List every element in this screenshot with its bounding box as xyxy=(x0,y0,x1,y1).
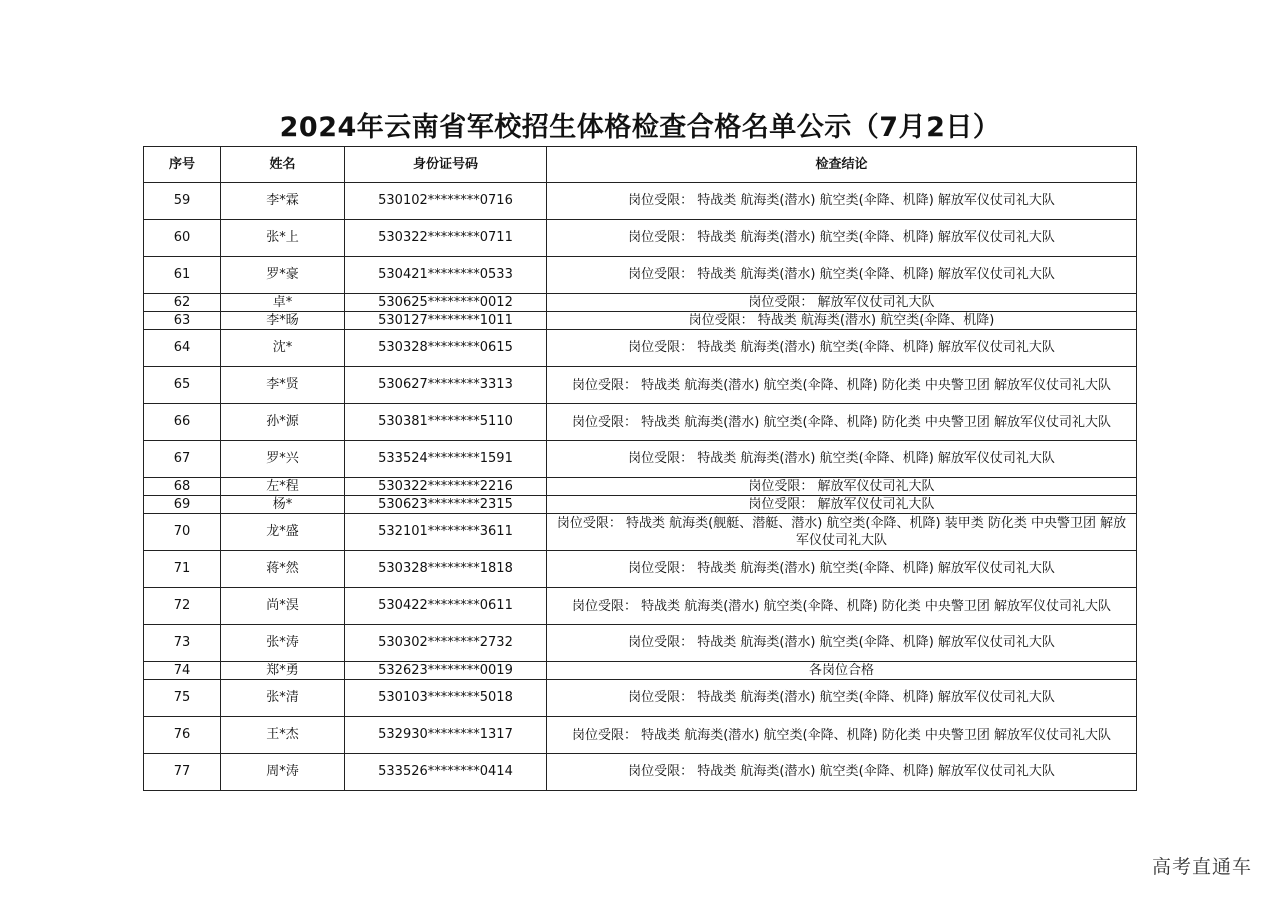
row-result: 岗位受限： 特战类 航海类(舰艇、潜艇、潜水) 航空类(伞降、机降) 装甲类 防化类 中央警卫团 解放军仪仗司礼大队 xyxy=(547,514,1137,551)
row-seq: 76 xyxy=(144,717,221,754)
results-table xyxy=(143,146,1137,791)
table-row xyxy=(144,478,1137,496)
watermark-text: 高考直通车 xyxy=(1151,856,1252,878)
table-row xyxy=(144,294,1137,312)
row-result: 岗位受限： 特战类 航海类(潜水) 航空类(伞降、机降) xyxy=(547,312,1137,330)
row-name: 尚*淏 xyxy=(221,588,345,625)
row-name: 龙*盛 xyxy=(221,514,345,551)
table-row xyxy=(144,551,1137,588)
table-row xyxy=(144,514,1137,551)
row-name: 张*清 xyxy=(221,680,345,717)
row-id-number: 532623********0019 xyxy=(345,662,547,680)
row-result: 岗位受限： 特战类 航海类(潜水) 航空类(伞降、机降) 防化类 中央警卫团 解放军仪仗司礼大队 xyxy=(547,717,1137,754)
header-id-number: 身份证号码 xyxy=(345,147,547,183)
row-name: 杨* xyxy=(221,496,345,514)
row-result: 岗位受限： 特战类 航海类(潜水) 航空类(伞降、机降) 防化类 中央警卫团 解放军仪仗司礼大队 xyxy=(547,367,1137,404)
table-row xyxy=(144,330,1137,367)
row-name: 李*旸 xyxy=(221,312,345,330)
row-name: 蒋*然 xyxy=(221,551,345,588)
row-name: 罗*豪 xyxy=(221,257,345,294)
table-header-row xyxy=(144,147,1137,183)
row-id-number: 530322********0711 xyxy=(345,220,547,257)
row-id-number: 530421********0533 xyxy=(345,257,547,294)
table-row xyxy=(144,441,1137,478)
row-result: 岗位受限： 特战类 航海类(潜水) 航空类(伞降、机降) 解放军仪仗司礼大队 xyxy=(547,441,1137,478)
row-seq: 63 xyxy=(144,312,221,330)
row-seq: 62 xyxy=(144,294,221,312)
table-row xyxy=(144,717,1137,754)
table-row xyxy=(144,220,1137,257)
row-result: 岗位受限： 特战类 航海类(潜水) 航空类(伞降、机降) 解放军仪仗司礼大队 xyxy=(547,257,1137,294)
row-result: 岗位受限： 特战类 航海类(潜水) 航空类(伞降、机降) 解放军仪仗司礼大队 xyxy=(547,183,1137,220)
table-row xyxy=(144,754,1137,791)
table-row xyxy=(144,496,1137,514)
header-name: 姓名 xyxy=(221,147,345,183)
row-name: 张*上 xyxy=(221,220,345,257)
row-seq: 75 xyxy=(144,680,221,717)
row-seq: 61 xyxy=(144,257,221,294)
row-id-number: 530627********3313 xyxy=(345,367,547,404)
row-id-number: 530625********0012 xyxy=(345,294,547,312)
row-id-number: 533526********0414 xyxy=(345,754,547,791)
row-name: 沈* xyxy=(221,330,345,367)
table-row xyxy=(144,625,1137,662)
row-id-number: 530302********2732 xyxy=(345,625,547,662)
row-seq: 64 xyxy=(144,330,221,367)
row-id-number: 530322********2216 xyxy=(345,478,547,496)
table-row xyxy=(144,404,1137,441)
row-name: 王*杰 xyxy=(221,717,345,754)
row-id-number: 530422********0611 xyxy=(345,588,547,625)
header-result: 检查结论 xyxy=(547,147,1137,183)
table-body xyxy=(144,183,1137,791)
row-id-number: 530328********0615 xyxy=(345,330,547,367)
row-seq: 70 xyxy=(144,514,221,551)
row-id-number: 530381********5110 xyxy=(345,404,547,441)
row-seq: 74 xyxy=(144,662,221,680)
row-name: 李*贤 xyxy=(221,367,345,404)
row-name: 张*涛 xyxy=(221,625,345,662)
row-result: 岗位受限： 特战类 航海类(潜水) 航空类(伞降、机降) 解放军仪仗司礼大队 xyxy=(547,330,1137,367)
row-id-number: 530102********0716 xyxy=(345,183,547,220)
row-name: 左*程 xyxy=(221,478,345,496)
row-seq: 77 xyxy=(144,754,221,791)
row-seq: 73 xyxy=(144,625,221,662)
row-name: 李*霖 xyxy=(221,183,345,220)
table-row xyxy=(144,662,1137,680)
page-title: 2024年云南省军校招生体格检查合格名单公示（7月2日） xyxy=(279,112,1001,143)
row-result: 岗位受限： 特战类 航海类(潜水) 航空类(伞降、机降) 解放军仪仗司礼大队 xyxy=(547,551,1137,588)
table-row xyxy=(144,588,1137,625)
row-result: 岗位受限： 特战类 航海类(潜水) 航空类(伞降、机降) 防化类 中央警卫团 解放军仪仗司礼大队 xyxy=(547,588,1137,625)
row-name: 卓* xyxy=(221,294,345,312)
row-seq: 66 xyxy=(144,404,221,441)
row-seq: 72 xyxy=(144,588,221,625)
row-name: 郑*勇 xyxy=(221,662,345,680)
row-id-number: 533524********1591 xyxy=(345,441,547,478)
row-id-number: 530103********5018 xyxy=(345,680,547,717)
row-seq: 59 xyxy=(144,183,221,220)
row-id-number: 530328********1818 xyxy=(345,551,547,588)
row-id-number: 530623********2315 xyxy=(345,496,547,514)
row-name: 孙*源 xyxy=(221,404,345,441)
row-id-number: 532101********3611 xyxy=(345,514,547,551)
table-row xyxy=(144,257,1137,294)
table-row xyxy=(144,312,1137,330)
row-id-number: 532930********1317 xyxy=(345,717,547,754)
row-result: 岗位受限： 特战类 航海类(潜水) 航空类(伞降、机降) 解放军仪仗司礼大队 xyxy=(547,754,1137,791)
row-seq: 65 xyxy=(144,367,221,404)
table-row xyxy=(144,183,1137,220)
row-result: 岗位受限： 解放军仪仗司礼大队 xyxy=(547,294,1137,312)
row-name: 周*涛 xyxy=(221,754,345,791)
row-result: 岗位受限： 解放军仪仗司礼大队 xyxy=(547,478,1137,496)
row-result: 岗位受限： 特战类 航海类(潜水) 航空类(伞降、机降) 解放军仪仗司礼大队 xyxy=(547,220,1137,257)
row-seq: 68 xyxy=(144,478,221,496)
row-seq: 67 xyxy=(144,441,221,478)
row-result: 各岗位合格 xyxy=(547,662,1137,680)
row-result: 岗位受限： 特战类 航海类(潜水) 航空类(伞降、机降) 解放军仪仗司礼大队 xyxy=(547,680,1137,717)
row-result: 岗位受限： 特战类 航海类(潜水) 航空类(伞降、机降) 解放军仪仗司礼大队 xyxy=(547,625,1137,662)
row-result: 岗位受限： 解放军仪仗司礼大队 xyxy=(547,496,1137,514)
row-seq: 69 xyxy=(144,496,221,514)
table-row xyxy=(144,680,1137,717)
header-seq: 序号 xyxy=(144,147,221,183)
row-id-number: 530127********1011 xyxy=(345,312,547,330)
row-seq: 71 xyxy=(144,551,221,588)
table-row xyxy=(144,367,1137,404)
row-result: 岗位受限： 特战类 航海类(潜水) 航空类(伞降、机降) 防化类 中央警卫团 解放军仪仗司礼大队 xyxy=(547,404,1137,441)
row-seq: 60 xyxy=(144,220,221,257)
row-name: 罗*兴 xyxy=(221,441,345,478)
